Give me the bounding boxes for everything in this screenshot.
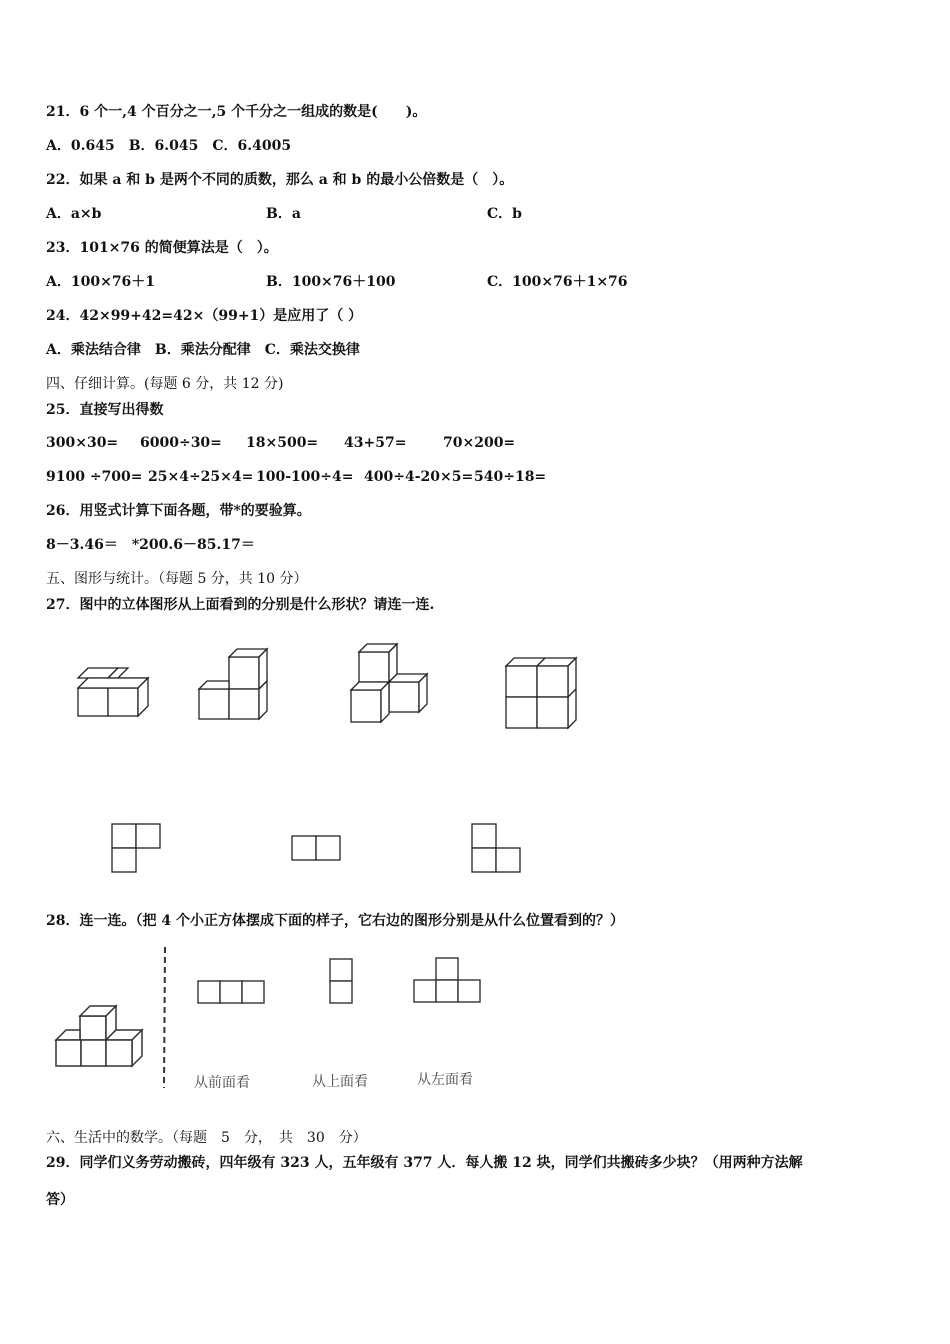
q28-caption-left: 从左面看 (417, 1072, 473, 1088)
q28-view-front (196, 978, 268, 1006)
q25-item-4: 43+57= (344, 435, 407, 451)
q22-stem: 22．如果 a 和 b 是两个不同的质数，那么 a 和 b 的最小公倍数是（ ）。 (46, 172, 514, 188)
q29-stem-line2: 答） (46, 1192, 74, 1208)
q23-stem: 23．101×76 的简便算法是（ ）。 (46, 240, 278, 256)
section6-title: 六、生活中的数学。（每题 5 分， 共 30 分） (46, 1130, 367, 1146)
q28-divider (160, 945, 170, 1090)
q26-items: 8－3.46＝ *200.6－85.17＝ (46, 537, 255, 553)
q25-item-5: 70×200= (443, 435, 516, 451)
q24-options: A．乘法结合律 B．乘法分配律 C．乘法交换律 (46, 342, 360, 358)
q29-stem-line1: 29．同学们义务劳动搬砖，四年级有 323 人，五年级有 377 人．每人搬 12 块，同学们共搬砖多少块？（用两种方法解 (46, 1155, 803, 1171)
q28-view-left (412, 956, 484, 1006)
q28-stem: 28．连一连。（把 4 个小正方体摆成下面的样子，它右边的图形分别是从什么位置看到的？） (46, 913, 624, 929)
q22-option-b: B．a (266, 206, 301, 222)
section5-title: 五、图形与统计。（每题 5 分，共 10 分） (46, 571, 308, 587)
q25-item-2: 6000÷30= (140, 435, 222, 451)
q27-solid-2 (195, 647, 275, 723)
q25-item-10: 540÷18= (474, 469, 547, 485)
q28-view-top (326, 957, 356, 1005)
q28-solid (50, 1000, 150, 1076)
q23-option-c: C．100×76＋1×76 (487, 274, 628, 290)
q22-option-a: A．a×b (46, 206, 102, 222)
q27-solid-4 (500, 654, 582, 732)
q27-view-2 (290, 834, 344, 862)
q25-item-7: 25×4÷25×4= (148, 469, 254, 485)
q27-solid-3 (345, 640, 435, 726)
q25-stem: 25．直接写出得数 (46, 402, 164, 418)
q26-stem: 26．用竖式计算下面各题，带*的要验算。 (46, 503, 311, 519)
q28-caption-front: 从前面看 (194, 1075, 250, 1091)
q25-item-1: 300×30= (46, 435, 119, 451)
q27-view-3 (470, 822, 524, 874)
q24-stem: 24．42×99+42=42×（99+1）是应用了（ ） (46, 308, 363, 324)
q21-stem: 21．6 个一,4 个百分之一,5 个千分之一组成的数是( )。 (46, 104, 427, 120)
q22-option-c: C．b (487, 206, 522, 222)
q28-caption-top: 从上面看 (312, 1074, 368, 1090)
q25-item-8: 100-100÷4= (256, 469, 354, 485)
q25-item-6: 9100 ÷700= (46, 469, 143, 485)
q25-item-3: 18×500= (246, 435, 319, 451)
q23-option-b: B．100×76＋100 (266, 274, 396, 290)
q21-options: A．0.645 B．6.045 C．6.4005 (46, 138, 292, 154)
q25-item-9: 400÷4-20×5= (364, 469, 474, 485)
q27-stem: 27．图中的立体图形从上面看到的分别是什么形状？请连一连. (46, 597, 435, 613)
q27-view-1 (110, 822, 164, 874)
q23-option-a: A．100×76＋1 (46, 274, 156, 290)
q27-solid-1 (70, 660, 156, 722)
section4-title: 四、仔细计算。(每题 6 分，共 12 分) (46, 376, 284, 392)
